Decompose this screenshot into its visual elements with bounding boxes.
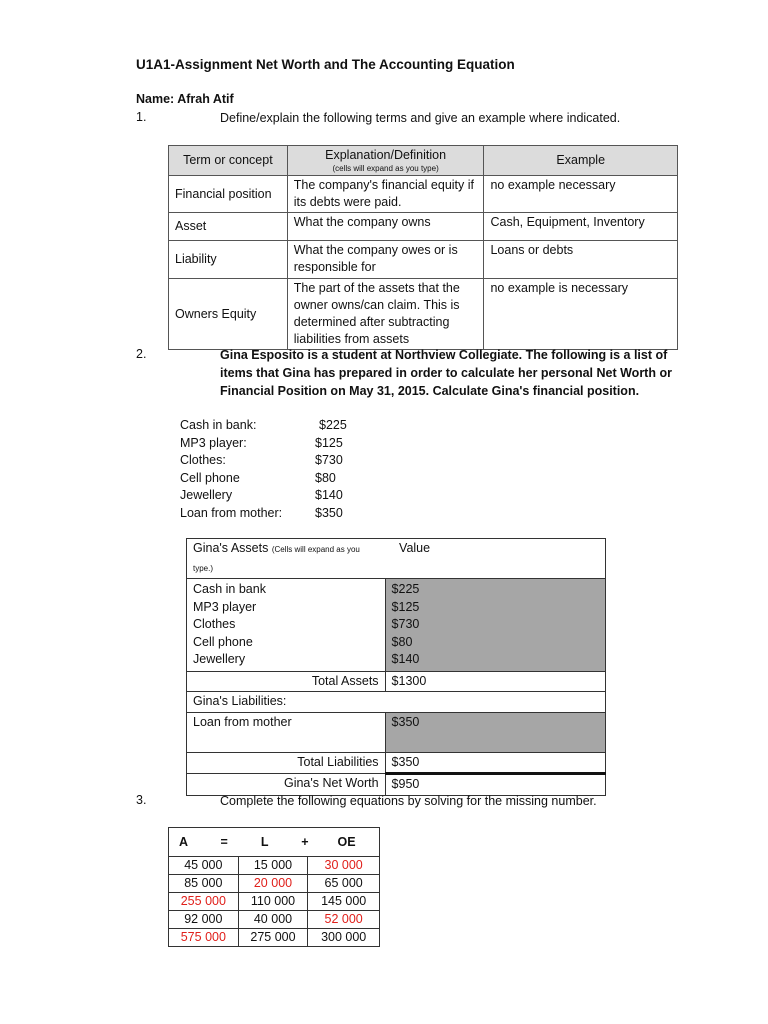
table-row bbox=[169, 911, 380, 929]
liability-label: Loan from mother bbox=[187, 712, 386, 752]
table-row bbox=[169, 893, 380, 911]
question-3-prompt: Complete the following equations by solving for the missing number. bbox=[220, 794, 597, 808]
liability-value[interactable]: $350 bbox=[385, 712, 605, 752]
item-value: $140 bbox=[315, 488, 343, 502]
item-label: Cash in bank: bbox=[180, 418, 257, 432]
explanation-cell[interactable]: What the company owes or is responsible for bbox=[287, 241, 484, 279]
list-item bbox=[180, 487, 347, 505]
question-2-number: 2. bbox=[136, 347, 147, 361]
table-row bbox=[169, 241, 678, 279]
total-assets-value[interactable]: $1300 bbox=[385, 671, 605, 692]
question-2-prompt: Gina Esposito is a student at Northview Collegiate. The following is a list of items that Gina has prepared in order to calculate her personal Net Worth or Financial Position on May 31, 2015. Calculate Gina's financial position. bbox=[220, 348, 672, 398]
table-row bbox=[187, 712, 606, 752]
gina-items-list bbox=[180, 417, 347, 522]
list-item bbox=[180, 417, 347, 435]
asset-label: Cash in bank bbox=[193, 582, 266, 596]
asset-label: MP3 player bbox=[193, 599, 257, 614]
item-label: Loan from mother: bbox=[180, 505, 283, 520]
equation-table bbox=[168, 827, 380, 947]
cell-a: 45 000 bbox=[169, 857, 239, 875]
cell-a-answer[interactable]: 575 000 bbox=[169, 929, 239, 947]
list-item bbox=[180, 452, 347, 470]
table-row bbox=[187, 752, 606, 774]
list-item bbox=[180, 435, 347, 453]
cell-oe: 65 000 bbox=[308, 875, 380, 893]
item-value: $125 bbox=[315, 435, 343, 450]
value-header: Value bbox=[385, 539, 605, 579]
cell-oe-answer[interactable]: 30 000 bbox=[308, 857, 380, 875]
assets-header-note: (Cells will expand as you type.) bbox=[193, 545, 360, 573]
term-cell[interactable]: Asset bbox=[169, 213, 288, 241]
item-value: $350 bbox=[315, 505, 343, 520]
cell-l: 275 000 bbox=[238, 929, 308, 947]
example-cell[interactable]: Cash, Equipment, Inventory bbox=[484, 213, 678, 241]
cell-l: 15 000 bbox=[238, 857, 308, 875]
cell-a-answer[interactable]: 255 000 bbox=[169, 893, 239, 911]
asset-label: Clothes bbox=[193, 617, 236, 631]
header-equals: = bbox=[220, 834, 228, 849]
table-row bbox=[169, 213, 678, 241]
table-row bbox=[169, 279, 678, 350]
table-row bbox=[169, 929, 380, 947]
asset-value: $730 bbox=[391, 617, 420, 631]
header-a: A bbox=[179, 834, 188, 849]
cell-oe: 145 000 bbox=[308, 893, 380, 911]
total-liabilities-value[interactable]: $350 bbox=[385, 752, 605, 774]
question-1-number: 1. bbox=[136, 110, 147, 124]
header-term: Term or concept bbox=[169, 146, 288, 176]
asset-value: $225 bbox=[391, 582, 420, 596]
header-explanation-label: Explanation/Definition bbox=[325, 148, 447, 162]
question-3-number: 3. bbox=[136, 793, 147, 807]
table-row bbox=[169, 176, 678, 213]
item-value: $730 bbox=[315, 453, 343, 467]
term-cell[interactable]: Financial position bbox=[169, 176, 288, 213]
list-item bbox=[180, 470, 347, 488]
assets-header-label: Gina's Assets bbox=[193, 541, 269, 555]
terms-table bbox=[168, 145, 678, 350]
example-cell[interactable]: Loans or debts bbox=[484, 241, 678, 279]
explanation-cell[interactable]: The company's financial equity if its debts were paid. bbox=[287, 176, 484, 213]
table-row bbox=[187, 579, 606, 672]
student-name: Name: Afrah Atif bbox=[136, 92, 234, 106]
question-1-prompt: Define/explain the following terms and give an example where indicated. bbox=[220, 111, 621, 125]
header-example: Example bbox=[484, 146, 678, 176]
asset-value: $140 bbox=[391, 652, 420, 666]
net-worth-value[interactable]: $950 bbox=[385, 774, 605, 796]
item-label: MP3 player: bbox=[180, 435, 247, 450]
equation-header bbox=[169, 828, 380, 857]
item-value: $225 bbox=[319, 418, 347, 432]
header-l: L bbox=[260, 834, 269, 849]
total-liabilities-label: Total Liabilities bbox=[187, 752, 386, 774]
total-assets-label: Total Assets bbox=[187, 671, 386, 692]
list-item bbox=[180, 505, 347, 523]
asset-value: $80 bbox=[391, 634, 413, 649]
item-label: Clothes: bbox=[180, 453, 226, 467]
explanation-cell[interactable]: The part of the assets that the owner owns/can claim. This is determined after subtracting liabilities from assets bbox=[287, 279, 484, 350]
example-cell[interactable]: no example necessary bbox=[484, 176, 678, 213]
example-cell[interactable]: no example is necessary bbox=[484, 279, 678, 350]
net-worth-label: Gina's Net Worth bbox=[187, 774, 386, 796]
table-row bbox=[187, 692, 606, 713]
cell-l: 110 000 bbox=[238, 893, 308, 911]
cell-l: 40 000 bbox=[238, 911, 308, 929]
assets-header bbox=[187, 539, 386, 579]
cell-oe-answer[interactable]: 52 000 bbox=[308, 911, 380, 929]
header-explanation bbox=[287, 146, 484, 176]
item-label: Cell phone bbox=[180, 470, 240, 485]
cell-a: 85 000 bbox=[169, 875, 239, 893]
header-oe: OE bbox=[337, 834, 356, 849]
term-cell[interactable]: Owners Equity bbox=[169, 279, 288, 350]
cell-l-answer[interactable]: 20 000 bbox=[238, 875, 308, 893]
table-row bbox=[187, 671, 606, 692]
document-title: U1A1-Assignment Net Worth and The Accounting Equation bbox=[136, 57, 515, 72]
net-worth-worksheet bbox=[186, 538, 606, 796]
header-plus: + bbox=[301, 834, 309, 849]
assets-values[interactable] bbox=[385, 579, 605, 672]
assets-labels bbox=[187, 579, 386, 672]
asset-label: Jewellery bbox=[193, 652, 246, 666]
cell-a: 92 000 bbox=[169, 911, 239, 929]
term-cell[interactable]: Liability bbox=[169, 241, 288, 279]
header-explanation-note: (cells will expand as you type) bbox=[332, 164, 439, 173]
asset-value: $125 bbox=[391, 599, 420, 614]
cell-oe: 300 000 bbox=[308, 929, 380, 947]
item-label: Jewellery bbox=[180, 488, 233, 502]
explanation-cell[interactable]: What the company owns bbox=[287, 213, 484, 241]
table-row bbox=[169, 875, 380, 893]
table-row bbox=[169, 857, 380, 875]
asset-label: Cell phone bbox=[193, 634, 253, 649]
item-value: $80 bbox=[315, 470, 336, 485]
liabilities-header: Gina's Liabilities: bbox=[187, 692, 606, 713]
